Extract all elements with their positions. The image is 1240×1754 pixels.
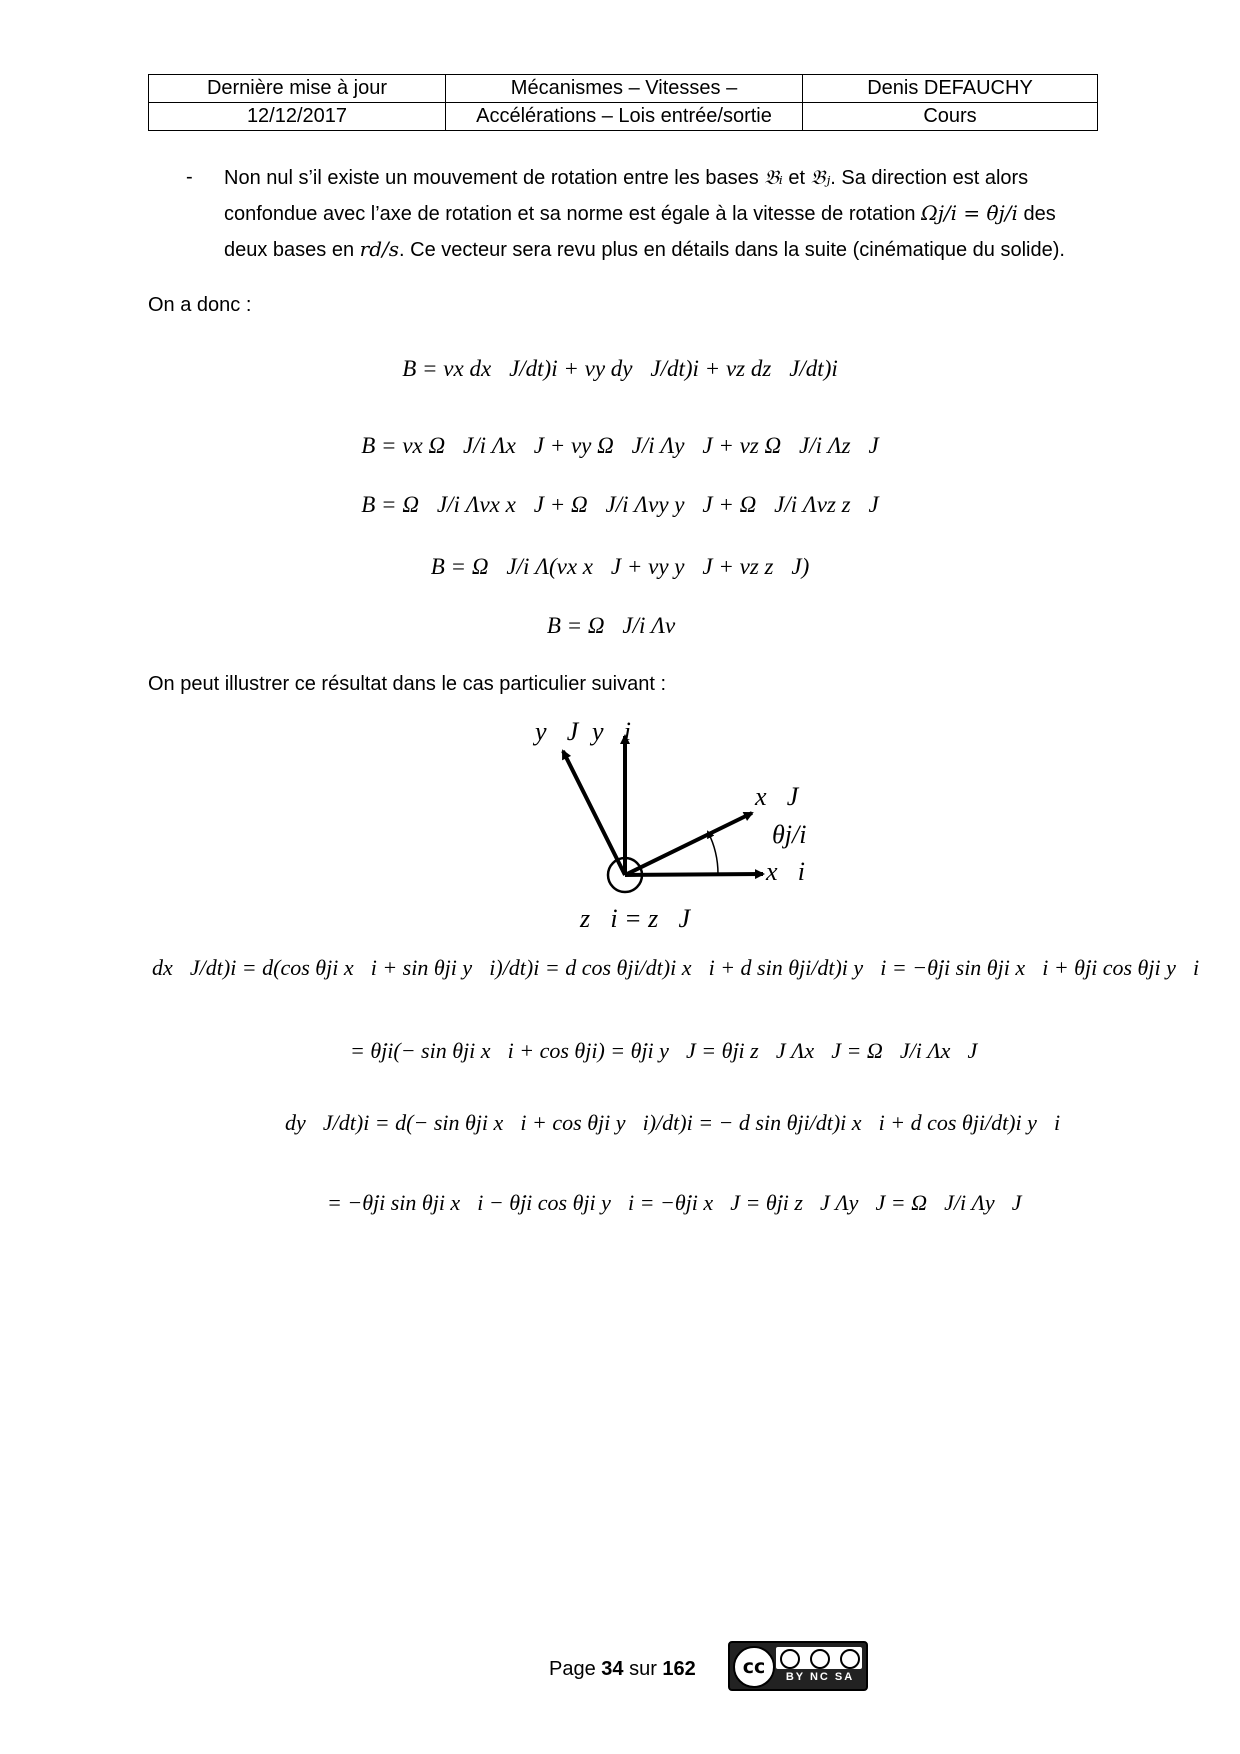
angle-arc (708, 832, 718, 874)
equation-1: B = vx dx⃗J/dt)i + vy dy⃗J/dt)i + vz dz⃗J/dt)i (402, 356, 838, 381)
paragraph-illustrer: On peut illustrer ce résultat dans le cas particulier suivant : (148, 673, 667, 695)
cc-terms: BY NC SA (785, 1671, 855, 1683)
header-update-label: Dernière mise à jour (149, 75, 446, 103)
header-date: 12/12/2017 (149, 103, 446, 131)
cc-logo: cc (733, 1646, 775, 1688)
page-footer: Page 34 sur 162 (549, 1658, 696, 1680)
sa-icon (840, 1649, 860, 1669)
label-yj: y⃗J (535, 717, 579, 746)
header-title-line2: Accélérations – Lois entrée/sortie (446, 103, 803, 131)
header-doc-type: Cours (803, 103, 1098, 131)
by-icon (780, 1649, 800, 1669)
axis-xi (625, 874, 763, 875)
label-xj: x⃗J (755, 782, 799, 811)
cc-license-badge (728, 1641, 868, 1691)
axis-xj (625, 813, 752, 875)
label-yi: y⃗i (592, 717, 631, 746)
base-i: 𝔅ᵢ (764, 165, 783, 189)
derivation-1: dx⃗J/dt)i = d(cos θji x⃗i + sin θji y⃗i)/dt)i = d cos θji/dt)i x⃗i + d sin θji/dt)i y⃗i = −θ̇ji sin θji x⃗i + θ̇ji cos θji y⃗i (152, 955, 1200, 980)
paragraph-on-a-donc: On a donc : (148, 294, 252, 316)
cc-icons-strip (776, 1647, 862, 1669)
label-xi: x⃗i (766, 857, 805, 886)
omega-def: Ωj/i = θ̇j/i (921, 201, 1018, 225)
axis-yj (563, 751, 625, 875)
unit-rds: rd/s (359, 237, 400, 261)
page-number: 34 (601, 1658, 624, 1680)
equation-4: B = Ω⃗J/i Λ(vx x⃗J + vy y⃗J + vz z⃗J) (430, 554, 810, 579)
label-z: z⃗i = z⃗J (580, 904, 690, 933)
header-author: Denis DEFAUCHY (803, 75, 1098, 103)
derivation-2: = θ̇ji(− sin θji x⃗i + cos θji) = θ̇ji y⃗J = θ̇ji z⃗J Λx⃗J = Ω⃗J/i Λx⃗J (350, 1038, 978, 1063)
bullet-line-2: confondue avec l’axe de rotation et sa norme est égale à la vitesse de rotation Ωj/i = θ̇j/i des (224, 201, 1056, 225)
derivation-4: = −θ̇ji sin θji x⃗i − θ̇ji cos θji y⃗i = −θ̇ji x⃗J = θ̇ji z⃗J Λy⃗J = Ω⃗J/i Λy⃗J (327, 1190, 1022, 1215)
bullet-dash: - (186, 166, 193, 188)
equation-5: B = Ω⃗J/i Λv⃗ (546, 613, 694, 638)
equation-3: B = Ω⃗J/i Λvx x⃗J + Ω⃗J/i Λvy y⃗J + Ω⃗J/i Λvz z⃗J (361, 492, 879, 517)
base-j: 𝔅ⱼ (810, 165, 831, 189)
bullet-line-3: deux bases en rd/s. Ce vecteur sera revu plus en détails dans la suite (cinématique du solide). (224, 237, 1065, 261)
label-theta: θj/i (772, 820, 807, 849)
bullet-line-1: Non nul s’il existe un mouvement de rotation entre les bases 𝔅ᵢ et 𝔅ⱼ. Sa direction est alors (224, 165, 1029, 189)
nc-icon (810, 1649, 830, 1669)
page-total: 162 (662, 1658, 696, 1680)
header-title-line1: Mécanismes – Vitesses – (446, 75, 803, 103)
equation-2: B = vx Ω⃗J/i Λx⃗J + vy Ω⃗J/i Λy⃗J + vz Ω⃗J/i Λz⃗J (361, 433, 879, 458)
derivation-3: dy⃗J/dt)i = d(− sin θji x⃗i + cos θji y⃗i)/dt)i = − d sin θji/dt)i x⃗i + d cos θji/dt)i y⃗i (285, 1110, 1061, 1135)
